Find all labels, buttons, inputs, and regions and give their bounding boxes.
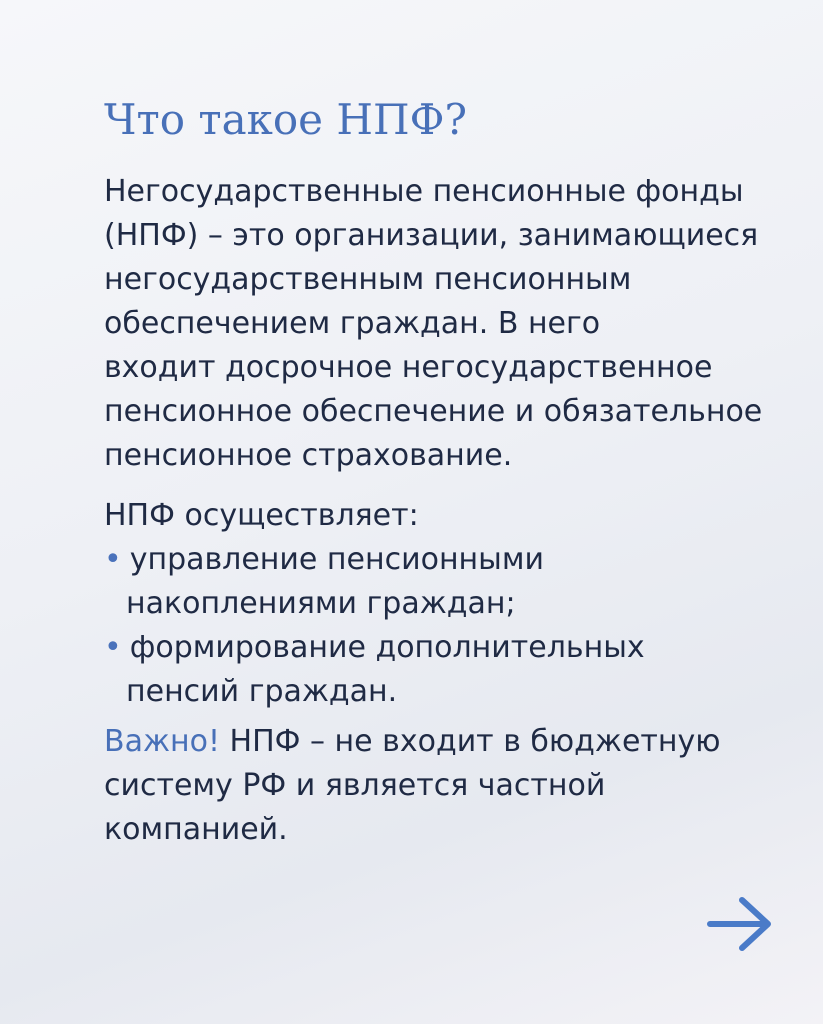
next-slide-button[interactable] <box>704 892 776 956</box>
intro-line: (НПФ) – это организации, занимающиеся <box>104 218 759 253</box>
arrow-right-icon-shape <box>710 900 768 948</box>
intro-line: пенсионное обеспечение и обязательное <box>104 394 763 429</box>
intro-line: Негосударственные пенсионные фонды <box>104 174 744 209</box>
list-item <box>104 538 804 582</box>
list-item <box>104 626 804 670</box>
intro-line: пенсионное страхование. <box>104 438 513 473</box>
important-note <box>104 720 804 852</box>
functions-heading: НПФ осуществляет: <box>104 498 419 533</box>
bullet-icon: • <box>104 630 122 665</box>
important-text: НПФ – не входит в бюджетную <box>220 724 721 759</box>
arrow-right-icon <box>704 892 776 956</box>
important-line: систему РФ и является частной <box>104 768 606 803</box>
important-line <box>104 720 804 764</box>
functions-list <box>104 494 804 714</box>
list-item-continuation: пенсий граждан. <box>126 674 398 709</box>
list-item-continuation: накоплениями граждан; <box>126 586 516 621</box>
list-item-text: управление пенсионными <box>129 542 544 577</box>
intro-line: входит досрочное негосударственное <box>104 350 713 385</box>
page-title: Что такое НПФ? <box>104 95 467 144</box>
intro-line: негосударственным пенсионным <box>104 262 632 297</box>
important-line: компанией. <box>104 812 288 847</box>
bullet-icon: • <box>104 542 122 577</box>
important-label: Важно! <box>104 724 220 759</box>
intro-line: обеспечением граждан. В него <box>104 306 601 341</box>
intro-paragraph <box>104 170 804 478</box>
list-item-text: формирование дополнительных <box>129 630 645 665</box>
